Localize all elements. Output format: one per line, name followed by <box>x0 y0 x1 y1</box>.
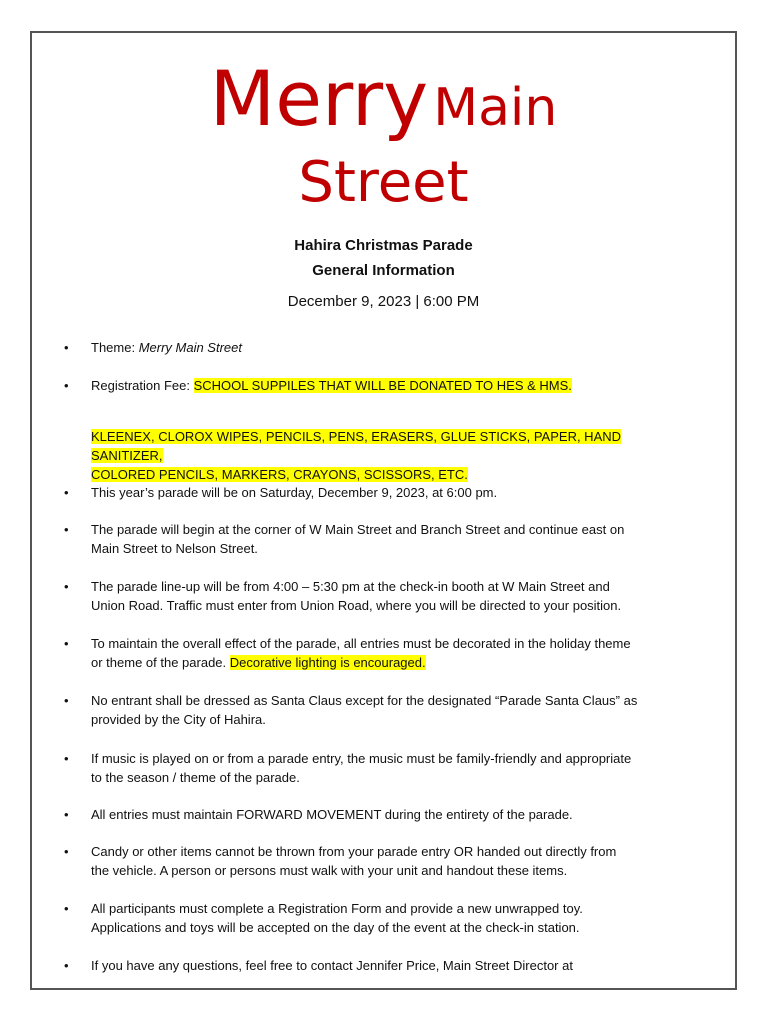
list-item-music <box>64 749 691 787</box>
item-text-line-2: to the season / theme of the parade. <box>91 770 300 785</box>
item-text-line-1: Candy or other items cannot be thrown from your parade entry OR handed out directly from <box>91 844 617 859</box>
supplies-line-2: COLORED PENCILS, MARKERS, CRAYONS, SCISSORS, ETC. <box>91 467 468 482</box>
item-text-line-2: Main Street to Nelson Street. <box>91 541 258 556</box>
list-item-registration <box>64 899 691 937</box>
item-text-line-2: Applications and toys will be accepted on the day of the event at the check-in station. <box>91 920 580 935</box>
list-item-candy <box>64 842 691 880</box>
list-item-lineup <box>64 577 691 615</box>
list-item-theme <box>64 338 691 357</box>
list-item-fee <box>64 376 691 395</box>
list-item-date <box>64 483 691 502</box>
document-page <box>30 31 737 990</box>
fee-label: Registration Fee: <box>91 378 194 393</box>
bullet: • <box>64 751 69 766</box>
list-item-decoration <box>64 634 691 672</box>
item-text-line-1: No entrant shall be dressed as Santa Claus except for the designated “Parade Santa Claus” as <box>91 693 638 708</box>
item-text: All entries must maintain FORWARD MOVEMENT during the entirety of the parade. <box>91 807 573 822</box>
theme-value: Merry Main Street <box>138 340 242 355</box>
title-word-main: Main <box>433 78 558 138</box>
item-text-line-2: or theme of the parade. <box>91 655 230 670</box>
supplies-list <box>91 427 691 484</box>
bullet: • <box>64 485 69 500</box>
bullet: • <box>64 958 69 973</box>
bullet: • <box>64 636 69 651</box>
bullet: • <box>64 340 69 355</box>
bullet: • <box>64 378 69 393</box>
item-text-line-1: The parade line-up will be from 4:00 – 5:30 pm at the check-in booth at W Main Street and <box>91 579 610 594</box>
bullet: • <box>64 807 69 822</box>
item-text-line-1: The parade will begin at the corner of W Main Street and Branch Street and continue east on <box>91 522 625 537</box>
item-text-line-2: provided by the City of Hahira. <box>91 712 266 727</box>
subtitle-line-1: Hahira Christmas Parade <box>294 237 473 254</box>
item-text-line-2: the vehicle. A person or persons must walk with your unit and handout these items. <box>91 863 568 878</box>
item-text: This year’s parade will be on Saturday, December 9, 2023, at 6:00 pm. <box>91 485 498 500</box>
title-line-1 <box>32 54 735 143</box>
bullet: • <box>64 522 69 537</box>
item-text: If you have any questions, feel free to contact Jennifer Price, Main Street Director at <box>91 958 573 973</box>
item-text-line-1: To maintain the overall effect of the parade, all entries must be decorated in the holiday theme <box>91 636 631 651</box>
item-text-line-2: Union Road. Traffic must enter from Union Road, where you will be directed to your position. <box>91 598 622 613</box>
bullet: • <box>64 844 69 859</box>
bullet: • <box>64 901 69 916</box>
theme-label: Theme: <box>91 340 139 355</box>
list-item-santa <box>64 691 691 729</box>
fee-value: SCHOOL SUPPILES THAT WILL BE DONATED TO HES & HMS. <box>193 378 572 393</box>
bullet: • <box>64 693 69 708</box>
title-word-merry: Merry <box>209 54 429 143</box>
list-item-route <box>64 520 691 558</box>
title-line-2: Street <box>298 150 469 215</box>
bullet: • <box>64 579 69 594</box>
supplies-line-1: KLEENEX, CLOROX WIPES, PENCILS, PENS, ERASERS, GLUE STICKS, PAPER, HAND SANITIZER, <box>91 429 622 463</box>
lighting-highlight: Decorative lighting is encouraged. <box>229 655 426 670</box>
subtitle-line-2: General Information <box>312 262 455 279</box>
list-item-movement <box>64 805 691 824</box>
item-text-line-1: All participants must complete a Registration Form and provide a new unwrapped toy. <box>91 901 583 916</box>
list-item-contact <box>64 956 691 975</box>
event-date: December 9, 2023 | 6:00 PM <box>287 293 480 310</box>
item-text-line-1: If music is played on or from a parade entry, the music must be family-friendly and appropriate <box>91 751 632 766</box>
